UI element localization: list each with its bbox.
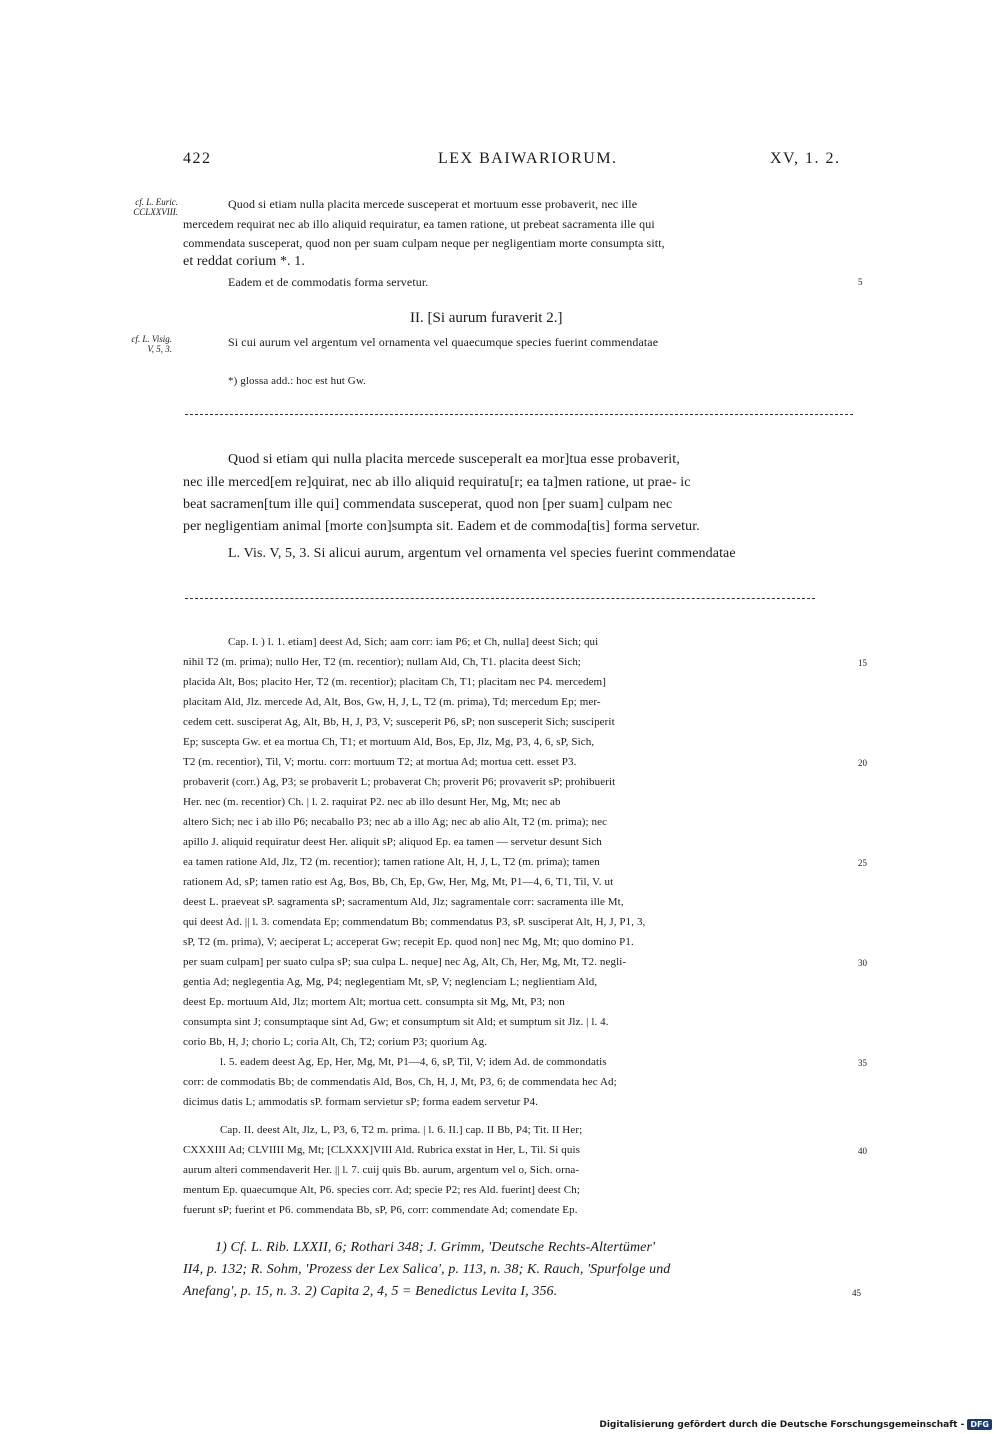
- apparatus-line: per suam culpam] per suato culpa sP; sua culpa L. neque] nec Ag, Alt, Ch, Her, Mg, Mt, T2. negli-: [183, 956, 627, 968]
- page-title: LEX BAIWARIORUM.: [438, 150, 618, 167]
- apparatus-line: nihil T2 (m. prima); nullo Her, T2 (m. recentior); nullam Ald, Ch, T1. placita deest Sich;: [183, 656, 582, 668]
- main-text-line: Eadem et de commodatis forma servetur.: [228, 275, 429, 289]
- chapter-text-line: Si cui aurum vel argentum vel ornamenta vel quaecumque species fuerint commendatae: [228, 335, 659, 349]
- comparison-line: nec ille merced[em re]quirat, nec ab illo aliquid requiratu[r; ea ta]men ratione, ut prae- ic: [183, 475, 691, 490]
- comparison-line: beat sacramen[tum ille qui] commendata susceperat, quod non [per suam] culpam nec: [183, 497, 673, 512]
- apparatus-line: qui deest Ad. || l. 3. comendata Ep; commendatum Bb; commendatus P3, sP. susciperat Alt, H, J, P1, 3,: [183, 916, 646, 928]
- apparatus-line: placida Alt, Bos; placito Her, T2 (m. recentior); placitam Ch, T1; placitam nec P4. mercedem]: [183, 676, 606, 688]
- apparatus-line: apillo J. aliquid requiratur deest Her. aliquit sP; aliquod Ep. ea tamen — servetur desunt Sich: [183, 836, 602, 848]
- apparatus-line: T2 (m. recentior), Til, V; mortu. corr: mortuum T2; at mortua Ad; mortua cett. esset P3.: [183, 756, 577, 768]
- comparison-line: L. Vis. V, 5, 3. Si alicui aurum, argentum vel ornamenta vel species fuerint commendatae: [228, 546, 736, 561]
- apparatus-line: corr: de commodatis Bb; de commendatis Ald, Bos, Ch, H, J, Mt, P3, 6; de commendata hec Ad;: [183, 1076, 617, 1088]
- apparatus-line: CXXXIII Ad; CLVIIII Mg, Mt; [CLXXX]VIII Ald. Rubrica exstat in Her, L, Til. Si quis: [183, 1144, 581, 1156]
- margin-note-euric: [100, 197, 178, 217]
- footnote-line: Anefang', p. 15, n. 3. 2) Capita 2, 4, 5 = Benedictus Levita I, 356.: [183, 1284, 558, 1299]
- apparatus-line: placitam Ald, Jlz. mercede Ad, Alt, Bos, Gw, H, J, L, T2 (m. prima), Td; mercedum Ep; mer-: [183, 696, 601, 708]
- apparatus-line: ea tamen ratione Ald, Jlz, T2 (m. recentior); tamen ratione Alt, H, J, L, T2 (m. prima); tamen: [183, 856, 600, 868]
- divider: [185, 598, 815, 599]
- divider: [185, 414, 853, 415]
- main-text-line: mercedem requirat nec ab illo aliquid requiratur, ea tamen ratione, ut prebeat sacramenta ille qui: [183, 217, 655, 231]
- apparatus-line: corio Bb, H, J; chorio L; coria Alt, Ch, T2; corium P3; quorium Ag.: [183, 1036, 488, 1048]
- margin-note-line: CCLXXVIII.: [133, 207, 178, 217]
- apparatus-line: aurum alteri commendaverit Her. || l. 7. cuij quis Bb. aurum, argentum vel o, Sich. orna-: [183, 1164, 580, 1176]
- dfg-logo: DFG: [967, 1419, 992, 1430]
- apparatus-line: deest L. praeveat sP. sagramenta sP; sacramentum Ald, Jlz; sagramentale corr: sacramenta ille Mt,: [183, 896, 624, 908]
- apparatus-line: dicimus datis L; ammodatis sP. formam servietur sP; forma eadem servetur P4.: [183, 1096, 538, 1108]
- apparatus-line: Ep; suscepta Gw. et ea mortua Ch, T1; et mortuum Ald, Bos, Ep, Jlz, Mg, P3, 4, 6, sP, Sich,: [183, 736, 595, 748]
- glossa-note: *) glossa add.: hoc est hut Gw.: [228, 375, 367, 387]
- chapter-heading: II. [Si aurum furaverit 2.]: [410, 310, 563, 326]
- apparatus-line: Cap. I. ) l. 1. etiam] deest Ad, Sich; aam corr: iam P6; et Ch, nulla] deest Sich; qui: [228, 636, 599, 648]
- apparatus-line: Cap. II. deest Alt, Jlz, L, P3, 6, T2 m. prima. | l. 6. II.] cap. II Bb, P4; Tit. II Her;: [220, 1124, 583, 1136]
- line-number: 20: [858, 758, 867, 768]
- apparatus-line: probaverit (corr.) Ag, P3; se probaverit L; probaverat Ch; proverit P6; provaverit sP; prohibuerit: [183, 776, 616, 788]
- apparatus-line: consumpta sint J; consumptaque sint Ad, Gw; et consumptum sit Ald; et sumptum sit Jlz. | l. 4.: [183, 1016, 609, 1028]
- apparatus-line: cedem cett. susciperat Ag, Alt, Bb, H, J, P3, V; susceperit P6, sP; non susceperit Sich; susciperit: [183, 716, 615, 728]
- main-text-line: commendata susceperat, quod non per suam culpam neque per negligentiam morte consumpta sitt,: [183, 236, 665, 250]
- margin-note-line: cf. L. Visig.: [131, 334, 172, 344]
- apparatus-line: sP, T2 (m. prima), V; aeciperat L; acceperat Gw; recepit Ep. quod non] nec Mg, Mt; quo domino P1.: [183, 936, 634, 948]
- footnote-line: 1) Cf. L. Rib. LXXII, 6; Rothari 348; J. Grimm, 'Deutsche Rechts-Altertümer': [215, 1240, 656, 1255]
- line-number: 45: [852, 1288, 861, 1298]
- line-number: 5: [858, 277, 863, 287]
- apparatus-line: mentum Ep. quaecumque Alt, P6. species corr. Ad; specie P2; res Ald. fuerint] deest Ch;: [183, 1184, 580, 1196]
- comparison-line: per negligentiam animal [morte con]sumpta sit. Eadem et de commoda[tis] forma servetur.: [183, 519, 700, 534]
- comparison-line: Quod si etiam qui nulla placita mercede susceperalt ea mor]tua esse probaverit,: [228, 452, 680, 467]
- margin-note-line: cf. L. Euric.: [135, 197, 178, 207]
- line-number: 35: [858, 1058, 867, 1068]
- main-text-line: et reddat corium *. 1.: [183, 254, 305, 269]
- page-number: 422: [183, 150, 212, 167]
- line-number: 15: [858, 658, 867, 668]
- margin-note-line: V, 5, 3.: [147, 344, 172, 354]
- main-text-line: Quod si etiam nulla placita mercede susceperat et mortuum esse probaverit, nec ille: [228, 197, 638, 211]
- apparatus-line: l. 5. eadem deest Ag, Ep, Her, Mg, Mt, P1—4, 6, sP, Til, V; idem Ad. de commondatis: [220, 1056, 607, 1068]
- credit-text: Digitalisierung gefördert durch die Deutsche Forschungsgemeinschaft -: [599, 1419, 965, 1430]
- footnote-line: II4, p. 132; R. Sohm, 'Prozess der Lex Salica', p. 113, n. 38; K. Rauch, 'Spurfolge und: [183, 1262, 671, 1277]
- apparatus-line: altero Sich; nec i ab illo P6; necaballo P3; nec ab a illo Ag; nec ab alio Alt, T2 (m. prima); nec: [183, 816, 608, 828]
- margin-note-visig: [100, 334, 172, 354]
- section-number: XV, 1. 2.: [770, 150, 841, 167]
- line-number: 30: [858, 958, 867, 968]
- apparatus-line: deest Ep. mortuum Ald, Jlz; mortem Alt; mortua cett. consumpta sit Mg, Mt, P3; non: [183, 996, 565, 1008]
- apparatus-line: Her. nec (m. recentior) Ch. | l. 2. raquirat P2. nec ab illo desunt Her, Mg, Mt; nec ab: [183, 796, 561, 808]
- apparatus-line: rationem Ad, sP; tamen ratio est Ag, Bos, Bb, Ch, Ep, Gw, Her, Mg, Mt, P1—4, 6, T1, Til, V. ut: [183, 876, 614, 888]
- apparatus-line: fuerunt sP; fuerint et P6. commendata Bb, sP, P6, corr: commendate Ad; comendate Ep.: [183, 1204, 578, 1216]
- line-number: 40: [858, 1146, 867, 1156]
- line-number: 25: [858, 858, 867, 868]
- apparatus-line: gentia Ad; neglegentia Ag, Mg, P4; neglegentiam Mt, sP, V; neglenciam L; neglientiam Ald,: [183, 976, 598, 988]
- digitization-credit: [599, 1419, 992, 1430]
